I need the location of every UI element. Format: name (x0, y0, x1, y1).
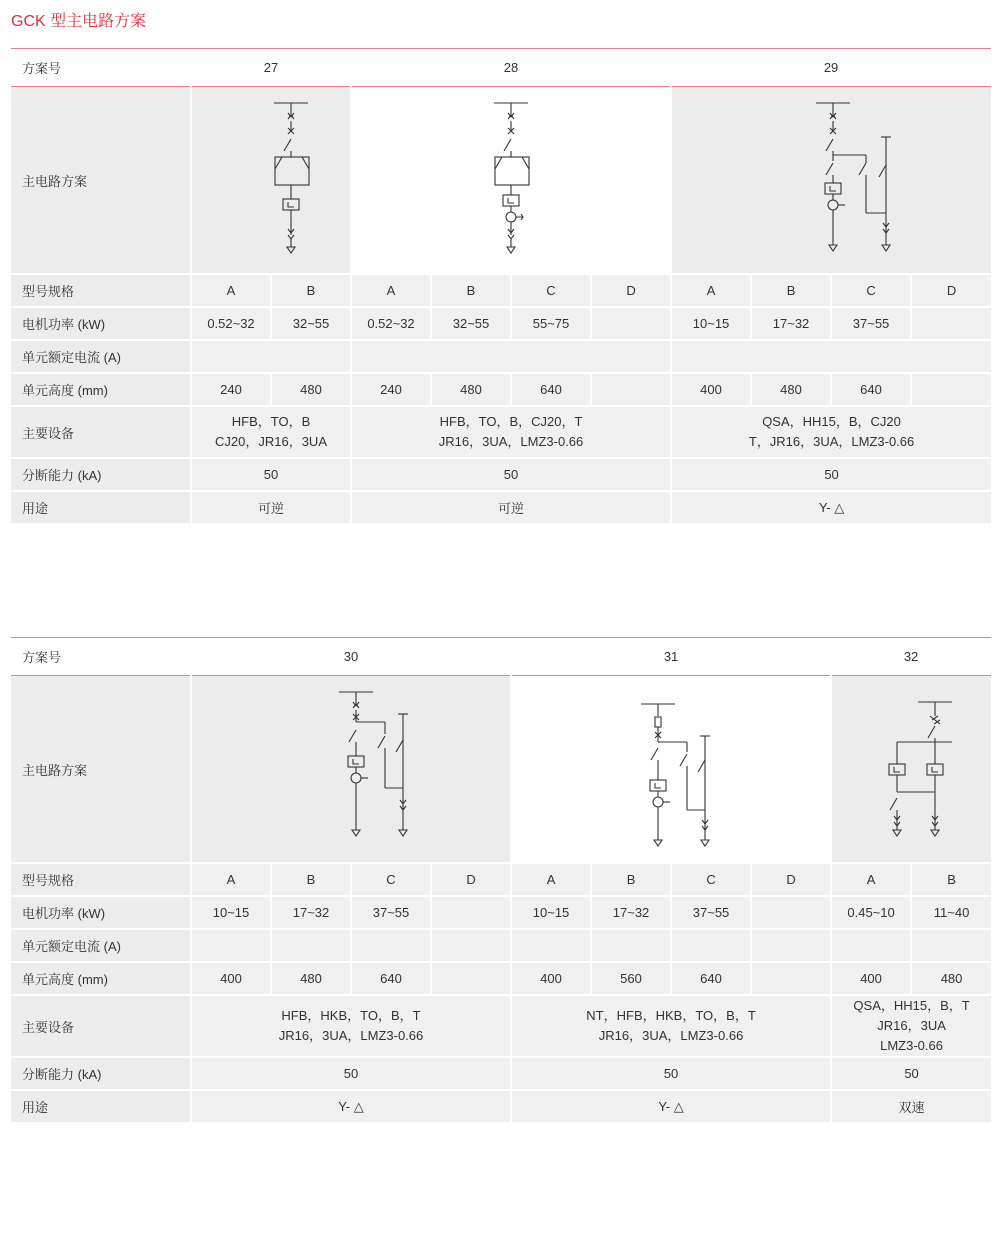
usage-cell: Y- △ (191, 1090, 511, 1122)
row-label-scheme-no: 方案号 (11, 638, 191, 676)
height-cell: 480 (431, 373, 511, 406)
power-cell: 11~40 (911, 896, 991, 929)
equipment-line: QSA，HH15，B，T (853, 998, 970, 1013)
row-label-model: 型号规格 (11, 274, 191, 307)
current-cell (911, 929, 991, 962)
power-cell: 17~32 (751, 307, 831, 340)
equipment-line: CJ20，JR16，3UA (215, 434, 327, 449)
power-cell (911, 307, 991, 340)
row-label-circuit: 主电路方案 (11, 87, 191, 275)
power-cell: 37~55 (831, 307, 911, 340)
current-cell (831, 929, 911, 962)
height-cell: 480 (271, 373, 351, 406)
usage-cell: 可逆 (351, 491, 671, 523)
current-cell (671, 929, 751, 962)
power-cell: 10~15 (671, 307, 751, 340)
page-title: GCK 型主电路方案 (11, 13, 147, 30)
power-cell: 37~55 (671, 896, 751, 929)
usage-cell: Y- △ (671, 491, 991, 523)
breaking-cell: 50 (351, 458, 671, 491)
model-cell: C (671, 863, 751, 896)
breaking-cell: 50 (191, 458, 351, 491)
model-cell: B (431, 274, 511, 307)
scheme-number: 29 (671, 49, 991, 87)
current-cell (671, 340, 991, 373)
height-cell (911, 373, 991, 406)
power-cell: 10~15 (191, 896, 271, 929)
power-cell: 10~15 (511, 896, 591, 929)
model-cell: C (831, 274, 911, 307)
power-cell: 17~32 (271, 896, 351, 929)
circuit-30-diagram-icon (281, 684, 421, 854)
equipment-cell (511, 995, 831, 1057)
model-cell: D (431, 863, 511, 896)
equipment-line: HFB，TO，B (231, 414, 311, 429)
equipment-line: LMZ3-0.66 (880, 1038, 943, 1053)
power-cell (431, 896, 511, 929)
equipment-line: JR16，3UA，LMZ3-0.66 (598, 1028, 744, 1043)
height-cell (591, 373, 671, 406)
power-cell (591, 307, 671, 340)
row-label-model: 型号规格 (11, 863, 191, 896)
equipment-line: HFB，HKB，TO，B，T (281, 1008, 421, 1023)
circuit-31-diagram-icon (601, 684, 741, 854)
row-label-equipment: 主要设备 (11, 995, 191, 1057)
scheme-table-1 (11, 48, 991, 523)
current-cell (191, 929, 271, 962)
circuit-27-diagram-icon (211, 95, 331, 265)
row-label-equipment: 主要设备 (11, 406, 191, 458)
height-cell: 400 (511, 962, 591, 995)
model-cell: B (591, 863, 671, 896)
model-cell: C (511, 274, 591, 307)
equipment-line: T，JR16，3UA，LMZ3-0.66 (748, 434, 915, 449)
circuit-27-cell (191, 87, 351, 275)
power-cell: 32~55 (431, 307, 511, 340)
equipment-cell (831, 995, 991, 1057)
height-cell: 480 (751, 373, 831, 406)
model-cell: B (271, 863, 351, 896)
circuit-29-diagram-icon (762, 95, 902, 265)
model-cell: A (191, 274, 271, 307)
height-cell: 400 (191, 962, 271, 995)
scheme-number: 30 (191, 638, 511, 676)
circuit-29-cell (671, 87, 991, 275)
equipment-cell (351, 406, 671, 458)
height-cell: 240 (191, 373, 271, 406)
height-cell: 400 (831, 962, 911, 995)
model-cell: A (351, 274, 431, 307)
height-cell: 240 (351, 373, 431, 406)
model-cell: A (511, 863, 591, 896)
row-label-usage: 用途 (11, 491, 191, 523)
model-cell: D (751, 863, 831, 896)
equipment-line: JR16，3UA，LMZ3-0.66 (438, 434, 584, 449)
circuit-28-diagram-icon (451, 95, 571, 265)
equipment-line: JR16，3UA，LMZ3-0.66 (278, 1028, 424, 1043)
row-label-circuit: 主电路方案 (11, 676, 191, 864)
circuit-32-cell (831, 676, 991, 864)
model-cell: A (831, 863, 911, 896)
height-cell: 480 (911, 962, 991, 995)
row-label-rated-current: 单元额定电流 (A) (11, 929, 191, 962)
breaking-cell: 50 (511, 1057, 831, 1090)
height-cell: 480 (271, 962, 351, 995)
equipment-line: NT，HFB，HKB，TO，B，T (586, 1008, 756, 1023)
current-cell (751, 929, 831, 962)
model-cell: B (911, 863, 991, 896)
row-label-motor-power: 电机功率 (kW) (11, 896, 191, 929)
power-cell (751, 896, 831, 929)
model-cell: C (351, 863, 431, 896)
model-cell: A (671, 274, 751, 307)
usage-cell: 双速 (831, 1090, 991, 1122)
row-label-usage: 用途 (11, 1090, 191, 1122)
current-cell (191, 340, 351, 373)
model-cell: A (191, 863, 271, 896)
scheme-number: 27 (191, 49, 351, 87)
breaking-cell: 50 (671, 458, 991, 491)
equipment-line: HFB，TO，B，CJ20，T (439, 414, 583, 429)
current-cell (591, 929, 671, 962)
circuit-28-cell (351, 87, 671, 275)
height-cell: 560 (591, 962, 671, 995)
current-cell (351, 929, 431, 962)
power-cell: 17~32 (591, 896, 671, 929)
equipment-cell (671, 406, 991, 458)
power-cell: 37~55 (351, 896, 431, 929)
breaking-cell: 50 (831, 1057, 991, 1090)
circuit-31-cell (511, 676, 831, 864)
breaking-cell: 50 (191, 1057, 511, 1090)
current-cell (271, 929, 351, 962)
equipment-line: QSA，HH15，B，CJ20 (762, 414, 901, 429)
row-label-rated-current: 单元额定电流 (A) (11, 340, 191, 373)
circuit-30-cell (191, 676, 511, 864)
power-cell: 32~55 (271, 307, 351, 340)
scheme-number: 31 (511, 638, 831, 676)
model-cell: D (591, 274, 671, 307)
model-cell: B (751, 274, 831, 307)
height-cell: 640 (511, 373, 591, 406)
power-cell: 0.45~10 (831, 896, 911, 929)
current-cell (431, 929, 511, 962)
circuit-32-diagram-icon (852, 684, 972, 854)
usage-cell: Y- △ (511, 1090, 831, 1122)
height-cell: 640 (831, 373, 911, 406)
current-cell (511, 929, 591, 962)
power-cell: 55~75 (511, 307, 591, 340)
height-cell: 640 (351, 962, 431, 995)
model-cell: D (911, 274, 991, 307)
usage-cell: 可逆 (191, 491, 351, 523)
current-cell (351, 340, 671, 373)
row-label-breaking: 分断能力 (kA) (11, 458, 191, 491)
height-cell (431, 962, 511, 995)
equipment-line: JR16，3UA (877, 1018, 946, 1033)
model-cell: B (271, 274, 351, 307)
row-label-scheme-no: 方案号 (11, 49, 191, 87)
row-label-motor-power: 电机功率 (kW) (11, 307, 191, 340)
height-cell: 640 (671, 962, 751, 995)
power-cell: 0.52~32 (191, 307, 271, 340)
scheme-number: 28 (351, 49, 671, 87)
height-cell (751, 962, 831, 995)
row-label-height: 单元高度 (mm) (11, 373, 191, 406)
row-label-height: 单元高度 (mm) (11, 962, 191, 995)
row-label-breaking: 分断能力 (kA) (11, 1057, 191, 1090)
equipment-cell (191, 406, 351, 458)
scheme-number: 32 (831, 638, 991, 676)
power-cell: 0.52~32 (351, 307, 431, 340)
equipment-cell (191, 995, 511, 1057)
height-cell: 400 (671, 373, 751, 406)
scheme-table-2 (11, 637, 991, 1122)
